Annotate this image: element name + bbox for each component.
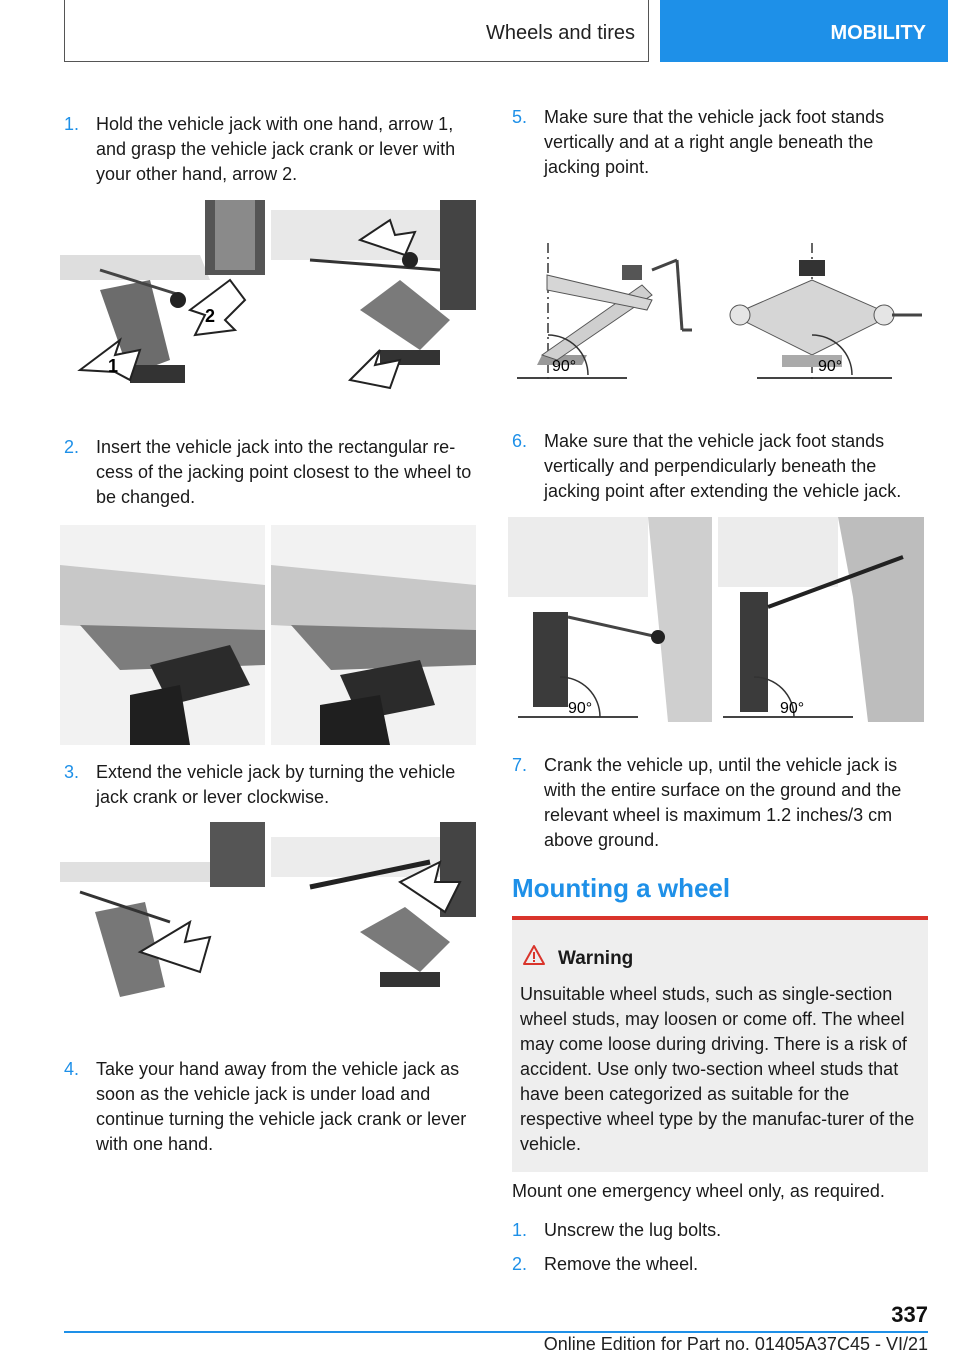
step-number: 2. — [64, 437, 80, 457]
step-1 — [64, 112, 478, 187]
footer-divider — [64, 1331, 928, 1333]
figure-perpendicular — [508, 517, 924, 722]
chapter-tab[interactable]: MOBILITY — [660, 0, 948, 62]
warning-box — [512, 916, 928, 1172]
figure-jacking-point — [60, 525, 476, 745]
edition-footer: Online Edition for Part no. 01405A37C45 - VI/21 — [543, 1334, 928, 1354]
section-heading: Mounting a wheel — [512, 873, 731, 903]
step-text: Crank the vehicle up, until the vehicle jack is with the entire surface on the ground and the relevant wheel is maximum 1.2 inches/3 cm above ground. — [544, 755, 902, 850]
mount-step-2 — [512, 1252, 928, 1277]
step-text: Hold the vehicle jack with one hand, arrow 1, and grasp the vehicle jack crank or lever with your other hand, arrow 2. — [96, 114, 456, 184]
section-title: Wheels and tires — [486, 22, 635, 44]
step-text: Unscrew the lug bolts. — [544, 1220, 722, 1240]
step-text: Make sure that the vehicle jack foot stands vertically and at a right angle beneath the jacking point. — [544, 107, 885, 177]
angle-label: 90° — [818, 358, 843, 375]
step-text: Insert the vehicle jack into the rectangular re-cess of the jacking point closest to the wheel to be changed. — [96, 437, 472, 507]
angle-label: 90° — [780, 700, 805, 717]
step-number: 7. — [512, 755, 528, 775]
step-number: 3. — [64, 762, 80, 782]
figure-extend-jack — [60, 822, 476, 1007]
angle-label: 90° — [552, 358, 577, 375]
step-text: Remove the wheel. — [544, 1254, 699, 1274]
warning-triangle-icon — [522, 944, 546, 971]
step-number: 5. — [512, 107, 528, 127]
mount-note: Mount one emergency wheel only, as required. — [512, 1181, 885, 1201]
step-3 — [64, 760, 478, 810]
step-number: 6. — [512, 431, 528, 451]
step-number: 1. — [64, 114, 80, 134]
step-text: Make sure that the vehicle jack foot stands vertically and perpendicularly beneath the jacking point after extending the vehicle jack. — [544, 431, 902, 501]
step-6 — [512, 429, 928, 504]
mount-step-1 — [512, 1218, 928, 1243]
step-text: Extend the vehicle jack by turning the vehicle jack crank or lever clockwise. — [96, 762, 456, 807]
step-number: 4. — [64, 1059, 80, 1079]
step-7 — [512, 753, 928, 853]
step-number: 2. — [512, 1254, 528, 1274]
step-2 — [64, 435, 478, 510]
warning-text: Unsuitable wheel studs, such as single-section wheel studs, may loosen or come off. The wheel may come loose during driving. There is a risk of accident. Use only two-section wheel studs that have been categorized as suitable for the respective wheel type by the manufac-turer of the vehicle. — [520, 984, 915, 1154]
step-5 — [512, 105, 928, 180]
step-text: Take your hand away from the vehicle jack as soon as the vehicle jack is under load and continue turning the vehicle jack crank or lever with one hand. — [96, 1059, 467, 1154]
angle-label: 90° — [568, 700, 593, 717]
step-4 — [64, 1057, 478, 1157]
figure-right-angle — [512, 235, 928, 385]
step-number: 1. — [512, 1220, 528, 1240]
warning-title: Warning — [558, 948, 634, 969]
page-number: 337 — [891, 1302, 928, 1327]
arrow-1-label: 1 — [108, 356, 119, 376]
arrow-2-label: 2 — [205, 306, 216, 326]
figure-jack-hold — [60, 200, 476, 395]
